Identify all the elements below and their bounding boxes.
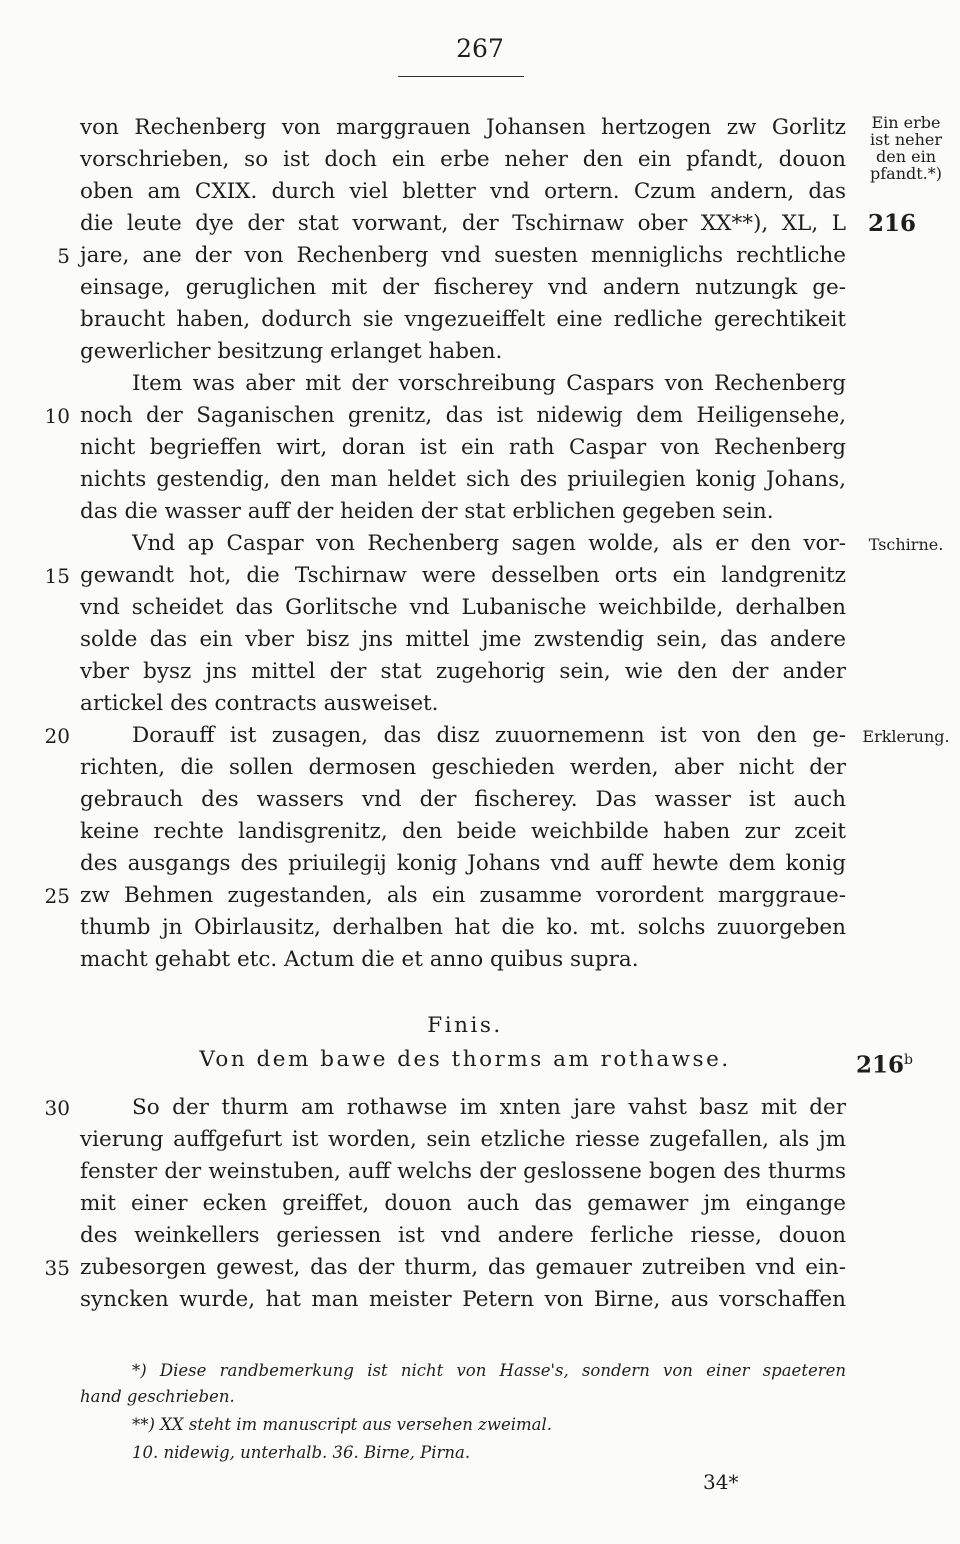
text-line: fenster der weinstuben, auff welchs der geslossene bogen des thurms (80, 1159, 846, 1184)
text-line: die leute dye der stat vorwant, der Tschirnaw ober XX**), XL, L (80, 211, 846, 236)
text-line: Vnd ap Caspar von Rechenberg sagen wolde, als er den vor- (132, 531, 846, 556)
margin-note-line: den ein (876, 147, 936, 166)
text-line: zubesorgen gewest, das der thurm, das gemauer zutreiben vnd ein- (80, 1255, 846, 1280)
footnote: hand geschrieben. (80, 1387, 235, 1406)
text-line: das die wasser auff der heiden der stat erblichen gegeben sein. (80, 499, 774, 524)
text-line: nicht begrieffen wirt, doran ist ein rath Caspar von Rechenberg (80, 435, 846, 460)
line-number: 25 (44, 884, 70, 908)
text-line: oben am CXIX. durch viel bletter vnd ortern. Czum andern, das (80, 179, 846, 204)
text-line: Dorauff ist zusagen, das disz zuuornemenn ist von den ge- (132, 723, 846, 748)
text-line: nichts gestendig, den man heldet sich des priuilegien konig Johans, (80, 467, 846, 492)
text-line: vber bysz jns mittel der stat zugehorig sein, wie den der ander (80, 659, 846, 684)
line-number: 10 (44, 404, 70, 428)
text-line: zw Behmen zugestanden, als ein zusamme vorordent marggraue- (80, 883, 846, 908)
text-line: keine rechte landisgrenitz, den beide weichbilde haben zur zceit (80, 819, 846, 844)
footnote: 10. nidewig, unterhalb. 36. Birne, Pirna. (132, 1443, 471, 1462)
line-number: 20 (44, 724, 70, 748)
text-line: vorschrieben, so ist doch ein erbe neher den ein pfandt, douon (80, 147, 846, 172)
text-line: mit einer ecken greiffet, douon auch das gemawer jm eingange (80, 1191, 846, 1216)
section-title: Von dem bawe des thorms am rothawse. (199, 1047, 731, 1072)
finis-heading: Finis. (427, 1013, 503, 1038)
margin-note-line: Ein erbe (871, 113, 941, 132)
line-number: 15 (44, 564, 70, 588)
reference-mark-suffix: b (904, 1052, 913, 1068)
text-line: solde das ein vber bisz jns mittel jme zwstendig sein, das andere (80, 627, 846, 652)
text-line: des ausgangs des priuilegij konig Johans vnd auff hewte dem konig (80, 851, 846, 876)
footnote: *) Diese randbemerkung ist nicht von Hasse's, sondern von einer spaeteren (132, 1361, 846, 1380)
text-line: vnd scheidet das Gorlitsche vnd Lubanische weichbilde, derhalben (80, 595, 846, 620)
margin-note-erklerung: Erklerung. (862, 727, 950, 746)
text-line: macht gehabt etc. Actum die et anno quibus supra. (80, 947, 639, 972)
text-line: einsage, geruglichen mit der fischerey vnd andern nutzungk ge- (80, 275, 846, 300)
line-number: 5 (57, 244, 70, 268)
text-line: richten, die sollen dermosen geschieden werden, aber nicht der (80, 755, 846, 780)
margin-note-line: ist neher (869, 130, 943, 149)
margin-note-tschirne: Tschirne. (868, 535, 944, 554)
signature-mark: 34* (703, 1470, 739, 1494)
margin-note-line: pfandt.*) (869, 164, 942, 183)
text-line: noch der Saganischen grenitz, das ist nidewig dem Heiligensehe, (80, 403, 846, 428)
text-line: Item was aber mit der vorschreibung Caspars von Rechenberg (132, 371, 846, 396)
line-number: 30 (44, 1096, 70, 1120)
text-line: gewandt hot, die Tschirnaw were desselben orts ein landgrenitz (80, 563, 846, 588)
text-line: thumb jn Obirlausitz, derhalben hat die ko. mt. solchs zuuorgeben (80, 915, 846, 940)
header-rule (398, 76, 524, 77)
reference-mark: 216 (868, 210, 917, 237)
text-line: gebrauch des wassers vnd der fischerey. Das wasser ist auch (80, 787, 846, 812)
text-line: vierung auffgefurt ist worden, sein etzliche riesse zugefallen, als jm (80, 1127, 846, 1152)
text-line: jare, ane der von Rechenberg vnd suesten menniglichs rechtliche (80, 243, 846, 268)
page-number: 267 (456, 34, 504, 63)
text-line: So der thurm am rothawse im xnten jare vahst basz mit der (132, 1095, 846, 1120)
margin-note-erbe (856, 114, 956, 182)
text-line: des weinkellers geriessen ist vnd andere ferliche riesse, douon (80, 1223, 846, 1248)
text-line: braucht haben, dodurch sie vngezueiffelt eine redliche gerechtikeit (80, 307, 846, 332)
text-line: syncken wurde, hat man meister Petern von Birne, aus vorschaffen (80, 1287, 846, 1312)
line-number: 35 (44, 1256, 70, 1280)
footnote: **) XX steht im manuscript aus versehen zweimal. (132, 1415, 553, 1434)
text-line: von Rechenberg von marggrauen Johansen hertzogen zw Gorlitz (80, 115, 846, 140)
reference-mark-number: 216 (856, 1051, 905, 1079)
text-line: gewerlicher besitzung erlanget haben. (80, 339, 503, 364)
text-line: artickel des contracts ausweiset. (80, 691, 439, 716)
